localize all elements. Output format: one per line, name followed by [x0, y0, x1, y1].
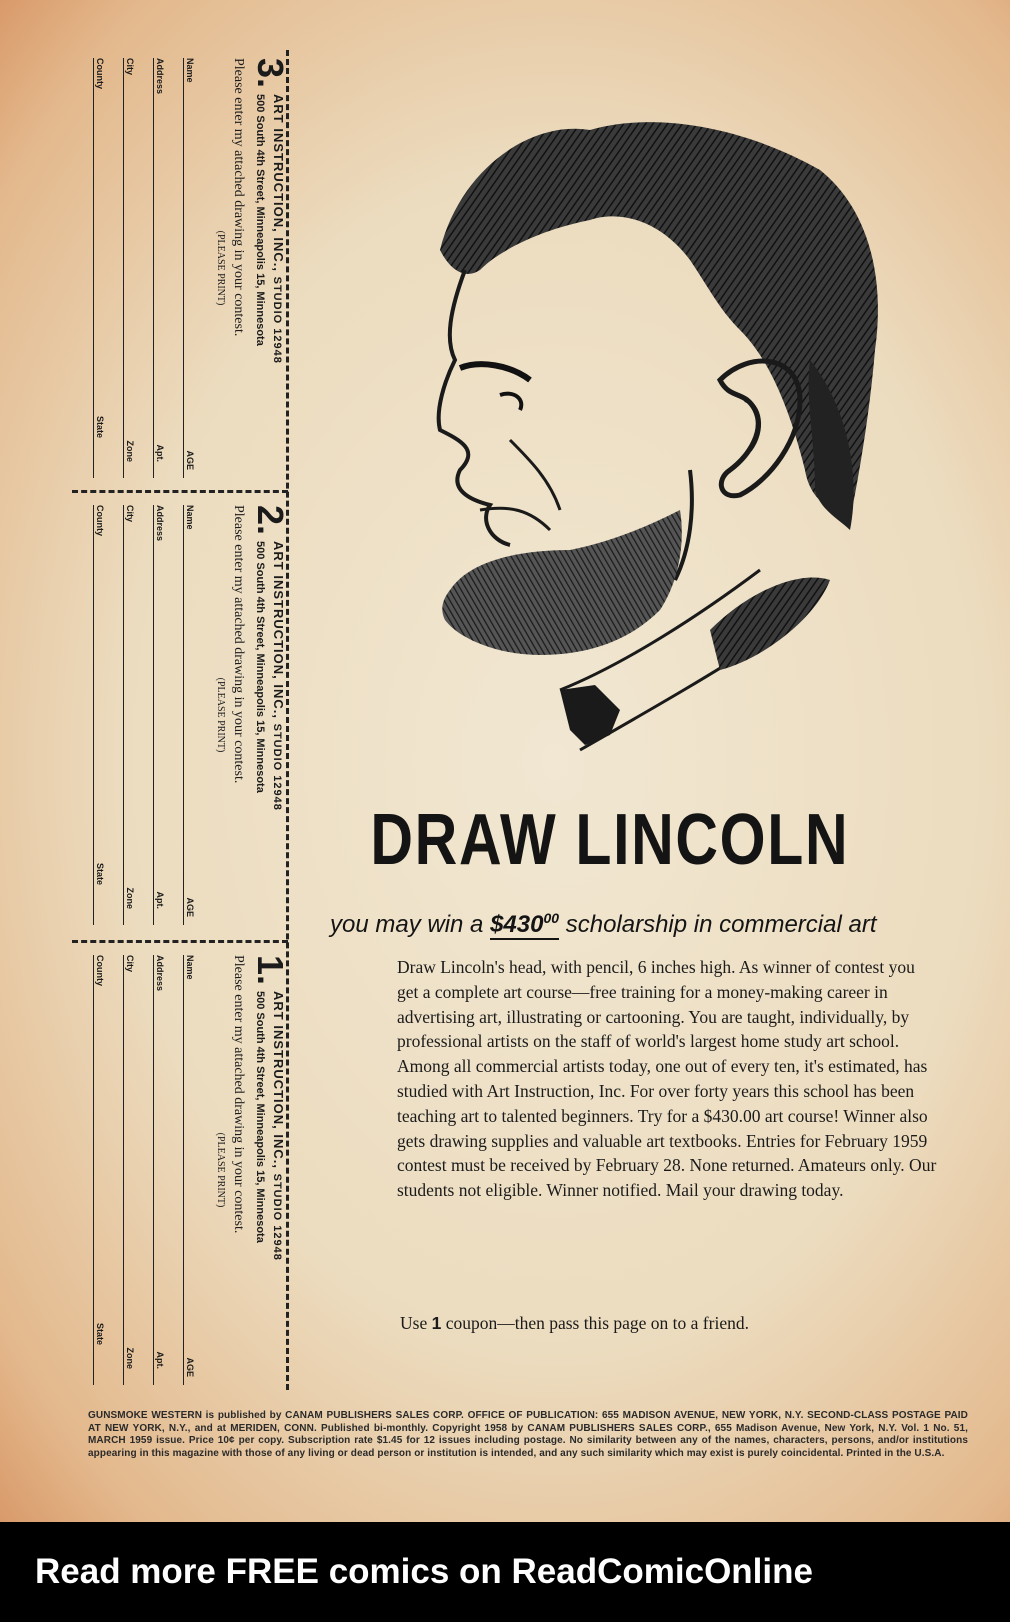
ad-subhead — [330, 910, 970, 939]
county-field[interactable]: County State — [93, 955, 112, 1385]
publication-info: GUNSMOKE WESTERN is published by CANAM PUBLISHERS SALES CORP. OFFICE OF PUBLICATION: 655 MADISON AVENUE, NEW YORK, N.Y. SECOND-CLASS POSTAGE PAID AT NEW YORK, N.Y., and at MERIDEN, CONN. Published bi-monthly. Copyright 1958 by CANAM PUBLISHERS SALES CORP., 655 Madison Avenue, New York, N.Y. Vol. 1 No. 51, MARCH 1959 issue. Price 10¢ per copy. Subscription rate $1.45 for 12 issues including postage. No similarity between any of the names, characters, persons, and/or institutions appearing in this magazine with those of any living or dead person or institution is intended, and any such similarity which may exist is purely coincidental. Printed in the U.S.A. — [88, 1410, 968, 1459]
address-field[interactable]: Address Apt. — [153, 58, 172, 478]
ad-headline: DRAW LINCOLN — [370, 800, 850, 880]
coupon-3[interactable] — [82, 58, 290, 478]
promo-banner[interactable] — [0, 1522, 1010, 1622]
address-field[interactable]: Address Apt. — [153, 505, 172, 925]
coupon-cut-line-2 — [72, 940, 288, 943]
address-field[interactable]: Address Apt. — [153, 955, 172, 1385]
coupon-instruction: Please enter my attached drawing in your contest. — [231, 505, 246, 784]
lincoln-portrait-illustration — [420, 110, 920, 780]
coupon-company: ART INSTRUCTION, INC., STUDIO 12948 — [271, 541, 286, 811]
coupon-1[interactable] — [82, 955, 290, 1385]
scholarship-amount: $\$430^{00}$ — [490, 910, 560, 938]
coupon-instruction-line: Use 1 coupon—then pass this page on to a friend. — [400, 1313, 749, 1333]
coupon-address: 500 South 4th Street, Minneapolis 15, Minnesota — [254, 541, 266, 793]
name-field[interactable]: Name AGE — [183, 58, 202, 478]
subhead-pre: you may win a — [330, 911, 484, 938]
coupon-cut-line-1 — [72, 490, 288, 493]
coupon-number: 3. — [250, 58, 291, 89]
promo-banner-text[interactable]: Read more FREE comics on ReadComicOnline — [35, 1552, 813, 1591]
city-field[interactable]: City Zone — [123, 505, 142, 925]
county-field[interactable]: County State — [93, 505, 112, 925]
coupon-instruction: Please enter my attached drawing in your contest. — [231, 955, 246, 1234]
subhead-post: scholarship in commercial art — [565, 911, 877, 938]
coupon-company: ART INSTRUCTION, INC., STUDIO 12948 — [271, 94, 286, 364]
name-field[interactable]: Name AGE — [183, 955, 202, 1385]
coupon-print-note: (PLEASE PRINT) — [215, 230, 226, 306]
county-field[interactable]: County State — [93, 58, 112, 478]
coupon-company: ART INSTRUCTION, INC., STUDIO 12948 — [271, 991, 286, 1261]
coupon-address: 500 South 4th Street, Minneapolis 15, Minnesota — [254, 991, 266, 1243]
coupon-number: 1. — [250, 955, 291, 986]
coupon-instruction: Please enter my attached drawing in your contest. — [231, 58, 246, 337]
city-field[interactable]: City Zone — [123, 955, 142, 1385]
ad-body-text: Draw Lincoln's head, with pencil, 6 inches high. As winner of contest you get a complete art course—free training for a money-making career in advertising art, illustrating or cartooning. You are taught, individually, by professional artists on the staff of world's largest home study art school. Among all commercial artists today, one out of every ten, it's estimated, has studied with Art Instruction, Inc. For over forty years this school has been teaching art to talented beginners. Try for a $430.00 art course! Winner also gets drawing supplies and valuable art textbooks. Entries for February 1959 contest must be received by February 28. None returned. Amateurs only. Our students not eligible. Winner notified. Mail your drawing today. — [397, 957, 937, 1201]
coupon-print-note: (PLEASE PRINT) — [215, 677, 226, 753]
coupon-address: 500 South 4th Street, Minneapolis 15, Minnesota — [254, 94, 266, 346]
name-field[interactable]: Name AGE — [183, 505, 202, 925]
coupon-print-note: (PLEASE PRINT) — [215, 1132, 226, 1208]
city-field[interactable]: City Zone — [123, 58, 142, 478]
coupon-number: 2. — [250, 505, 291, 536]
coupon-2[interactable] — [82, 505, 290, 925]
